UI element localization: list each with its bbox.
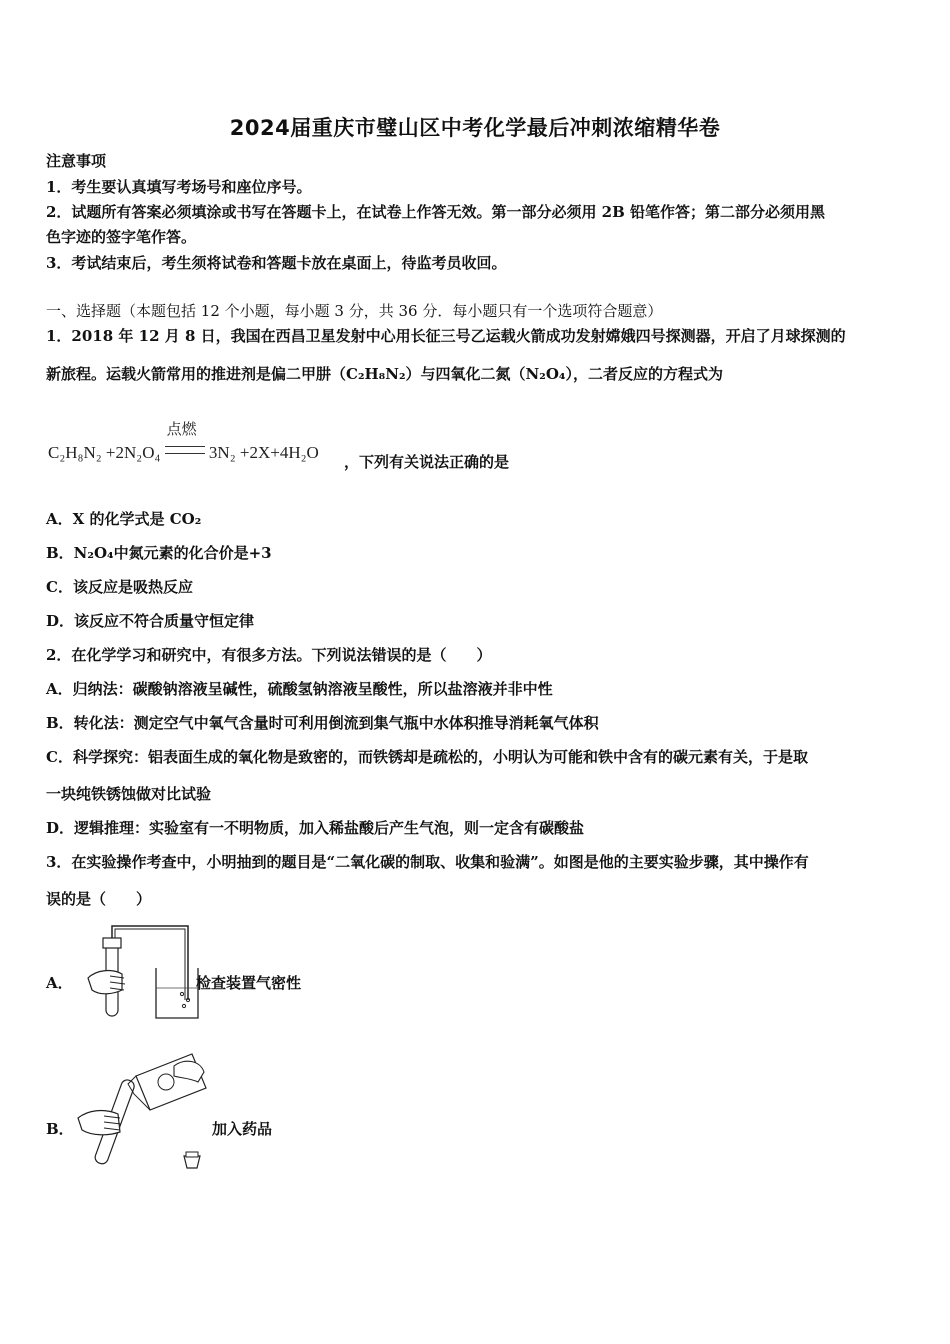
q1-option-b: B．N₂O₄中氮元素的化合价是+3	[46, 544, 272, 562]
q3-option-a-caption: 检查装置气密性	[196, 974, 302, 992]
page-title: 2024届重庆市璧山区中考化学最后冲刺浓缩精华卷	[229, 116, 721, 140]
q2-option-a: A．归纳法：碳酸钠溶液呈碱性，硫酸氢钠溶液呈酸性，所以盐溶液并非中性	[46, 680, 553, 698]
q2-stem: 2．在化学学习和研究中，有很多方法。下列说法错误的是（ ）	[46, 646, 492, 664]
notice-item: 3．考试结束后，考生须将试卷和答题卡放在桌面上，待监考员收回。	[46, 254, 507, 272]
q2-option-d: D．逻辑推理：实验室有一不明物质，加入稀盐酸后产生气泡，则一定含有碳酸盐	[46, 819, 585, 837]
add-reagent-illustration	[74, 1048, 214, 1176]
reaction-condition: 点燃	[166, 420, 197, 438]
notice-item: 色字迹的签字笔作答。	[46, 228, 197, 246]
notice-item: 1．考生要认真填写考场号和座位序号。	[46, 178, 312, 196]
airtightness-check-illustration	[70, 920, 200, 1025]
q2-option-b: B．转化法：测定空气中氧气含量时可利用倒流到集气瓶中水体积推导消耗氧气体积	[46, 714, 599, 732]
equation-right: 3N₂ +2X+4H₂O	[208, 443, 319, 462]
section-heading: 一、选择题（本题包括 12 个小题，每小题 3 分，共 36 分．每小题只有一个选项符合题意）	[46, 302, 663, 320]
q2-option-c-cont: 一块纯铁锈蚀做对比试验	[46, 785, 212, 803]
reaction-arrow	[165, 420, 205, 460]
notice-item: 2．试题所有答案必须填涂或书写在答题卡上，在试卷上作答无效。第一部分必须用 2B 铅笔作答；第二部分必须用黑	[46, 203, 826, 221]
equals-sign	[165, 446, 205, 454]
q3-stem-line1: 3．在实验操作考查中，小明抽到的题目是“二氧化碳的制取、收集和验满”。如图是他的主要实验步骤，其中操作有	[46, 853, 809, 871]
q1-option-d: D．该反应不符合质量守恒定律	[46, 612, 255, 630]
q1-option-a: A．X 的化学式是 CO₂	[46, 510, 202, 528]
q3-option-b-caption: 加入药品	[212, 1120, 273, 1138]
q1-option-c: C．该反应是吸热反应	[46, 578, 193, 596]
notice-heading: 注意事项	[46, 152, 107, 170]
q1-stem-tail: ，下列有关说法正确的是	[344, 453, 510, 471]
q1-stem-line1: 1．2018 年 12 月 8 日，我国在西昌卫星发射中心用长征三号乙运载火箭成功发射嫦娥四号探测器，开启了月球探测的	[46, 327, 846, 345]
equation-left: C₂H₈N₂ +2N₂O₄	[48, 443, 161, 462]
q3-stem-line2: 误的是（ ）	[46, 890, 152, 908]
q2-option-c: C．科学探究：铝表面生成的氧化物是致密的，而铁锈却是疏松的，小明认为可能和铁中含有的碳元素有关，于是取	[46, 748, 808, 766]
q3-option-b-letter: B．	[46, 1120, 74, 1138]
q3-option-a-letter: A．	[46, 974, 73, 992]
q1-stem-line2: 新旅程。运载火箭常用的推进剂是偏二甲肼（C₂H₈N₂）与四氧化二氮（N₂O₄），二者反应的方程式为	[46, 365, 723, 383]
chemical-equation	[48, 420, 319, 463]
